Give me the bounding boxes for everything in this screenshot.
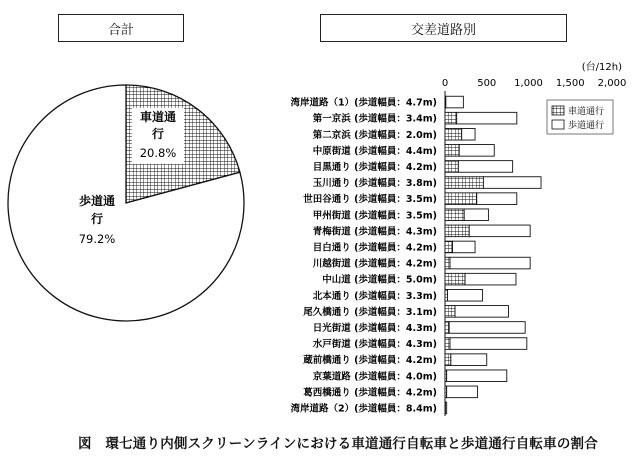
bar-1-0 — [446, 96, 464, 108]
pie-slice-label-0-line1: 車道通 — [139, 110, 177, 124]
bar-1-3 — [459, 145, 494, 157]
category-label-14: 日光街道 (歩道幅員：4.3m) — [312, 322, 437, 334]
category-label-7: 甲州街道 (歩道幅員：3.5m) — [312, 210, 437, 222]
category-label-4: 目黒通り (歩道幅員：4.2m) — [312, 161, 437, 173]
legend-swatch-0 — [552, 106, 564, 115]
bar-0-1 — [445, 112, 457, 124]
bar-1-7 — [464, 209, 488, 221]
bar-1-13 — [455, 306, 508, 318]
bar-1-8 — [469, 225, 530, 237]
bar-0-13 — [445, 306, 455, 318]
category-label-1: 第一京浜 (歩道幅員：3.4m) — [312, 113, 437, 125]
bar-1-11 — [465, 273, 516, 285]
legend-label-1: 歩道通行 — [568, 121, 605, 131]
bar-0-8 — [445, 225, 469, 237]
legend-label-0: 車道通行 — [568, 107, 605, 117]
bar-chart-title: 交差道路別 — [320, 14, 567, 42]
bar-0-16 — [445, 354, 451, 366]
bar-1-5 — [483, 177, 541, 189]
category-label-17: 京葉道路 (歩道幅員：4.0m) — [312, 371, 437, 383]
bar-1-17 — [447, 370, 507, 382]
category-label-0: 湾岸道路（1）(歩道幅員：4.7m) — [290, 97, 437, 109]
bar-0-5 — [445, 177, 483, 189]
category-label-8: 青梅街道 (歩道幅員：4.3m) — [312, 226, 437, 238]
bar-0-9 — [445, 241, 453, 253]
x-tick-label-2: 1,000 — [514, 78, 543, 89]
category-label-2: 第二京浜 (歩道幅員：2.0m) — [312, 129, 437, 141]
x-tick-label-4: 2,000 — [597, 78, 627, 89]
category-label-18: 葛西橋通り (歩道幅員：4.2m) — [303, 387, 437, 399]
bar-1-12 — [448, 289, 483, 301]
bar-0-3 — [445, 145, 459, 157]
category-label-12: 北本通り (歩道幅員：3.3m) — [312, 290, 437, 302]
pie-slice-value-0: 20.8% — [139, 146, 177, 160]
bar-1-16 — [451, 354, 487, 366]
x-tick-label-1: 500 — [477, 78, 497, 89]
bar-0-2 — [445, 128, 462, 140]
unit-label: (台/12h) — [581, 62, 622, 73]
pie-slice-label-1-line2: 行 — [90, 212, 104, 226]
category-label-6: 世田谷通り (歩道幅員：3.5m) — [303, 194, 437, 206]
bar-1-14 — [449, 322, 525, 334]
category-label-11: 中山道 (歩道幅員：5.0m) — [322, 274, 437, 286]
pie-chart-title: 合計 — [58, 14, 184, 42]
category-label-3: 中原街道 (歩道幅員：4.4m) — [312, 145, 437, 157]
bar-0-4 — [445, 161, 458, 173]
bar-1-18 — [447, 386, 478, 398]
bar-1-1 — [457, 112, 517, 124]
bar-0-6 — [445, 193, 477, 205]
bar-1-4 — [458, 161, 512, 173]
x-tick-label-3: 1,500 — [555, 78, 585, 89]
bar-0-10 — [445, 257, 450, 269]
pie-slice-value-1: 79.2% — [78, 232, 116, 246]
category-label-19: 湾岸道路（2）(歩道幅員：8.4m) — [290, 403, 437, 415]
bar-chart — [290, 60, 626, 416]
bar-1-15 — [450, 338, 527, 350]
category-label-10: 川越街道 (歩道幅員：4.2m) — [312, 258, 437, 270]
pie-chart — [8, 85, 244, 321]
bar-1-19 — [445, 402, 446, 414]
bar-0-7 — [445, 209, 464, 221]
bar-1-6 — [477, 193, 517, 205]
category-label-9: 目白通り (歩道幅員：4.2m) — [312, 242, 437, 254]
legend-swatch-1 — [552, 120, 564, 129]
category-label-13: 尾久橋通り (歩道幅員：3.1m) — [303, 306, 437, 318]
bar-1-10 — [450, 257, 530, 269]
category-label-16: 蔵前橋通り (歩道幅員：4.2m) — [303, 355, 437, 367]
bar-0-14 — [445, 322, 449, 334]
bar-1-2 — [462, 128, 475, 140]
x-tick-label-0: 0 — [441, 78, 449, 89]
category-label-5: 玉川通り (歩道幅員：3.8m) — [312, 178, 437, 190]
bar-0-15 — [445, 338, 450, 350]
bar-1-9 — [453, 241, 476, 253]
pie-slice-label-0-line2: 行 — [151, 127, 165, 141]
category-label-15: 水戸街道 (歩道幅員：4.3m) — [312, 339, 437, 351]
figure-caption: 図 環七通り内側スクリーンラインにおける車道通行自転車と歩道通行自転車の割合 — [78, 436, 598, 452]
bar-0-11 — [445, 273, 465, 285]
pie-slice-label-1-line1: 歩道通 — [78, 194, 116, 208]
